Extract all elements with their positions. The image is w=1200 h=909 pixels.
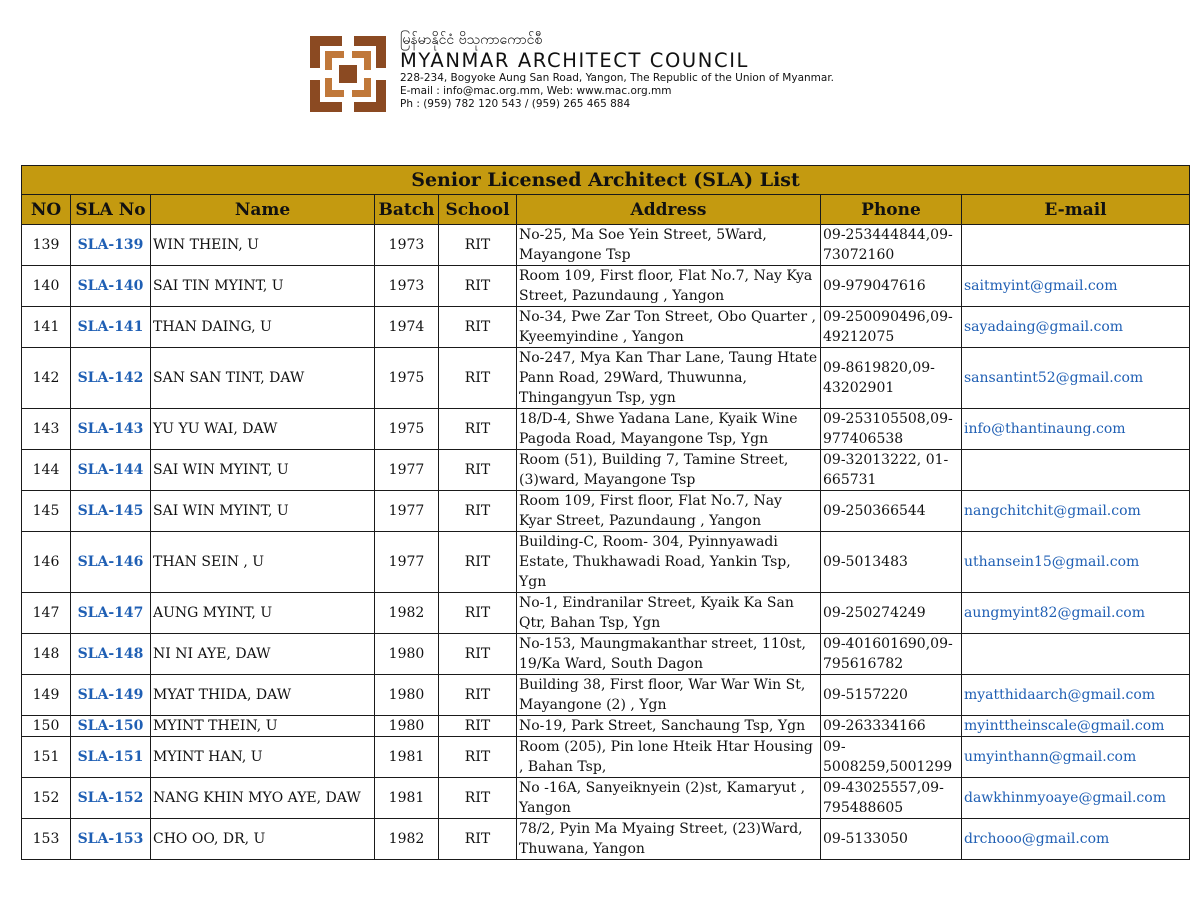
row-number: 144 — [22, 450, 71, 491]
email-link[interactable]: nangchitchit@gmail.com — [962, 491, 1190, 532]
architect-name: THAN DAING, U — [151, 307, 375, 348]
email-link — [962, 634, 1190, 675]
row-number: 153 — [22, 819, 71, 860]
phone: 09-250090496,09-49212075 — [821, 307, 962, 348]
column-header-address: Address — [517, 195, 821, 225]
architect-name: YU YU WAI, DAW — [151, 409, 375, 450]
school: RIT — [439, 593, 517, 634]
phone: 09-8619820,09-43202901 — [821, 348, 962, 409]
batch-year: 1982 — [375, 593, 439, 634]
sla-number: SLA-148 — [71, 634, 151, 675]
school: RIT — [439, 819, 517, 860]
phone: 09-43025557,09-795488605 — [821, 778, 962, 819]
architect-name: AUNG MYINT, U — [151, 593, 375, 634]
table-row — [22, 634, 1190, 675]
school: RIT — [439, 491, 517, 532]
table-row — [22, 532, 1190, 593]
table-row — [22, 491, 1190, 532]
sla-number: SLA-145 — [71, 491, 151, 532]
address: No-34, Pwe Zar Ton Street, Obo Quarter , Kyeemyindine , Yangon — [517, 307, 821, 348]
row-number: 147 — [22, 593, 71, 634]
school: RIT — [439, 716, 517, 737]
org-burmese-name: မြန်မာနိုင်ငံ ဗိသုကာကောင်စီ — [400, 32, 543, 48]
architect-name: MYAT THIDA, DAW — [151, 675, 375, 716]
phone: 09-5133050 — [821, 819, 962, 860]
phone: 09-250366544 — [821, 491, 962, 532]
address: Building 38, First floor, War War Win St, Mayangone (2) , Ygn — [517, 675, 821, 716]
table-header — [22, 195, 1190, 225]
batch-year: 1980 — [375, 675, 439, 716]
sla-number: SLA-147 — [71, 593, 151, 634]
architect-name: NANG KHIN MYO AYE, DAW — [151, 778, 375, 819]
email-link[interactable]: aungmyint82@gmail.com — [962, 593, 1190, 634]
sla-number: SLA-152 — [71, 778, 151, 819]
school: RIT — [439, 737, 517, 778]
address: 18/D-4, Shwe Yadana Lane, Kyaik Wine Pagoda Road, Mayangone Tsp, Ygn — [517, 409, 821, 450]
school: RIT — [439, 450, 517, 491]
org-address: 228-234, Bogyoke Aung San Road, Yangon, The Republic of the Union of Myanmar. — [400, 72, 835, 84]
batch-year: 1974 — [375, 307, 439, 348]
architect-name: NI NI AYE, DAW — [151, 634, 375, 675]
architect-name: SAN SAN TINT, DAW — [151, 348, 375, 409]
school: RIT — [439, 532, 517, 593]
phone: 09-32013222, 01-665731 — [821, 450, 962, 491]
batch-year: 1980 — [375, 716, 439, 737]
row-number: 142 — [22, 348, 71, 409]
table-title: Senior Licensed Architect (SLA) List — [22, 166, 1190, 195]
phone: 09-5008259,5001299 — [821, 737, 962, 778]
org-phone: Ph : (959) 782 120 543 / (959) 265 465 884 — [400, 98, 631, 110]
row-number: 143 — [22, 409, 71, 450]
architect-name: CHO OO, DR, U — [151, 819, 375, 860]
batch-year: 1982 — [375, 819, 439, 860]
row-number: 141 — [22, 307, 71, 348]
email-link[interactable]: sansantint52@gmail.com — [962, 348, 1190, 409]
phone: 09-263334166 — [821, 716, 962, 737]
address: No-19, Park Street, Sanchaung Tsp, Ygn — [517, 716, 821, 737]
address: Room 109, First floor, Flat No.7, Nay Kyar Street, Pazundaung , Yangon — [517, 491, 821, 532]
row-number: 139 — [22, 225, 71, 266]
column-header-batch: Batch — [375, 195, 439, 225]
batch-year: 1975 — [375, 348, 439, 409]
row-number: 149 — [22, 675, 71, 716]
row-number: 152 — [22, 778, 71, 819]
letterhead — [308, 30, 908, 120]
email-link[interactable]: sayadaing@gmail.com — [962, 307, 1190, 348]
batch-year: 1981 — [375, 737, 439, 778]
table-row — [22, 409, 1190, 450]
email-link[interactable]: uthansein15@gmail.com — [962, 532, 1190, 593]
address: No-247, Mya Kan Thar Lane, Taung Htate Pann Road, 29Ward, Thuwunna, Thingangyun Tsp, ygn — [517, 348, 821, 409]
sla-number: SLA-150 — [71, 716, 151, 737]
email-link[interactable]: info@thantinaung.com — [962, 409, 1190, 450]
architect-name: MYINT THEIN, U — [151, 716, 375, 737]
batch-year: 1975 — [375, 409, 439, 450]
phone: 09-253444844,09-73072160 — [821, 225, 962, 266]
school: RIT — [439, 778, 517, 819]
column-header-phone: Phone — [821, 195, 962, 225]
table-row — [22, 716, 1190, 737]
architect-name: WIN THEIN, U — [151, 225, 375, 266]
architect-name: SAI WIN MYINT, U — [151, 491, 375, 532]
org-contact: E-mail : info@mac.org.mm, Web: www.mac.org.mm — [400, 85, 672, 97]
school: RIT — [439, 225, 517, 266]
row-number: 150 — [22, 716, 71, 737]
address: 78/2, Pyin Ma Myaing Street, (23)Ward, Thuwana, Yangon — [517, 819, 821, 860]
email-link — [962, 450, 1190, 491]
table-row — [22, 778, 1190, 819]
address: Room 109, First floor, Flat No.7, Nay Kya Street, Pazundaung , Yangon — [517, 266, 821, 307]
email-link — [962, 225, 1190, 266]
school: RIT — [439, 675, 517, 716]
row-number: 148 — [22, 634, 71, 675]
architect-name: MYINT HAN, U — [151, 737, 375, 778]
phone: 09-250274249 — [821, 593, 962, 634]
sla-number: SLA-149 — [71, 675, 151, 716]
table-row — [22, 266, 1190, 307]
sla-number: SLA-146 — [71, 532, 151, 593]
school: RIT — [439, 348, 517, 409]
batch-year: 1973 — [375, 266, 439, 307]
school: RIT — [439, 634, 517, 675]
mac-logo-icon — [308, 34, 388, 114]
sla-number: SLA-141 — [71, 307, 151, 348]
column-header-school: School — [439, 195, 517, 225]
architect-name: SAI WIN MYINT, U — [151, 450, 375, 491]
sla-number: SLA-144 — [71, 450, 151, 491]
batch-year: 1981 — [375, 778, 439, 819]
address: No -16A, Sanyeiknyein (2)st, Kamaryut , Yangon — [517, 778, 821, 819]
architect-name: SAI TIN MYINT, U — [151, 266, 375, 307]
architect-name: THAN SEIN , U — [151, 532, 375, 593]
table-row — [22, 225, 1190, 266]
sla-number: SLA-142 — [71, 348, 151, 409]
sla-number: SLA-143 — [71, 409, 151, 450]
column-header-sla-no: SLA No — [71, 195, 151, 225]
org-name: MYANMAR ARCHITECT COUNCIL — [400, 49, 750, 72]
address: No-25, Ma Soe Yein Street, 5Ward, Mayangone Tsp — [517, 225, 821, 266]
sla-number: SLA-139 — [71, 225, 151, 266]
batch-year: 1973 — [375, 225, 439, 266]
email-link[interactable]: myatthidaarch@gmail.com — [962, 675, 1190, 716]
address: No-153, Maungmakanthar street, 110st, 19/Ka Ward, South Dagon — [517, 634, 821, 675]
table-row — [22, 593, 1190, 634]
phone: 09-5157220 — [821, 675, 962, 716]
row-number: 145 — [22, 491, 71, 532]
table-row — [22, 675, 1190, 716]
address: No-1, Eindranilar Street, Kyaik Ka San Qtr, Bahan Tsp, Ygn — [517, 593, 821, 634]
row-number: 146 — [22, 532, 71, 593]
address: Room (205), Pin lone Hteik Htar Housing , Bahan Tsp, — [517, 737, 821, 778]
school: RIT — [439, 409, 517, 450]
phone: 09-401601690,09-795616782 — [821, 634, 962, 675]
sla-number: SLA-153 — [71, 819, 151, 860]
table-row — [22, 819, 1190, 860]
column-header-no: NO — [22, 195, 71, 225]
batch-year: 1980 — [375, 634, 439, 675]
school: RIT — [439, 307, 517, 348]
row-number: 140 — [22, 266, 71, 307]
phone: 09-253105508,09-977406538 — [821, 409, 962, 450]
email-link[interactable]: umyinthann@gmail.com — [962, 737, 1190, 778]
sla-number: SLA-151 — [71, 737, 151, 778]
batch-year: 1977 — [375, 532, 439, 593]
column-header-name: Name — [151, 195, 375, 225]
phone: 09-979047616 — [821, 266, 962, 307]
school: RIT — [439, 266, 517, 307]
email-link[interactable]: dawkhinmyoaye@gmail.com — [962, 778, 1190, 819]
address: Building-C, Room- 304, Pyinnyawadi Estate, Thukhawadi Road, Yankin Tsp, Ygn — [517, 532, 821, 593]
table-row — [22, 348, 1190, 409]
email-link[interactable]: drchooo@gmail.com — [962, 819, 1190, 860]
batch-year: 1977 — [375, 450, 439, 491]
table-body — [22, 225, 1190, 860]
sla-number: SLA-140 — [71, 266, 151, 307]
email-link[interactable]: saitmyint@gmail.com — [962, 266, 1190, 307]
table-row — [22, 737, 1190, 778]
batch-year: 1977 — [375, 491, 439, 532]
table-row — [22, 450, 1190, 491]
table-row — [22, 307, 1190, 348]
row-number: 151 — [22, 737, 71, 778]
address: Room (51), Building 7, Tamine Street, (3)ward, Mayangone Tsp — [517, 450, 821, 491]
column-header-email: E-mail — [962, 195, 1190, 225]
email-link[interactable]: myinttheinscale@gmail.com — [962, 716, 1190, 737]
phone: 09-5013483 — [821, 532, 962, 593]
sla-table — [21, 165, 1190, 860]
